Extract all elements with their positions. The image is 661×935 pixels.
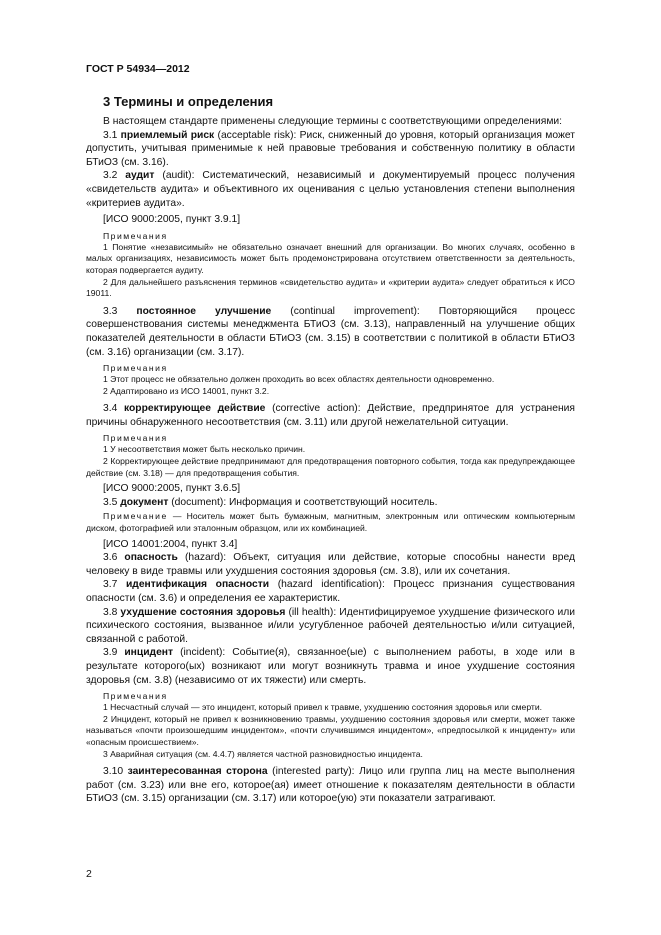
- reference: [ИСО 9000:2005, пункт 3.6.5]: [103, 483, 241, 495]
- content: [86, 94, 575, 806]
- term-3-7: 3.7 идентификация опасности (hazard identification): Процесс признания существования опасности (см. 3.6) и определения ее характеристик.: [86, 579, 576, 604]
- term-3-9: 3.9 инцидент (incident): Событие(я), связанное(ые) с выполнением работы, в ходе или в результате которого(ых) возникают или могут возникнуть травма и иное ухудшение состояния здоровья (см. 3.8) (независимо от их тяжести) или смерть.: [86, 647, 575, 686]
- term-3-4: 3.4 корректирующее действие (corrective action): Действие, предпринятое для устранения причины обнаруженного несоответствия (см. 3.11) или другой нежелательной ситуации.: [86, 403, 575, 428]
- note: 2 Корректирующее действие предпринимают для предотвращения повторного события, тогда как предупреждающее действие (см. 3.18) — для предотвращения события.: [86, 456, 575, 478]
- reference: [ИСО 14001:2004, пункт 3.4]: [103, 538, 238, 550]
- reference: [ИСО 9000:2005, пункт 3.9.1]: [103, 214, 241, 226]
- term-name: заинтересованная сторона: [127, 766, 268, 778]
- note: 1 Этот процесс не обязательно должен проходить во всех областях деятельности одновременно.: [103, 374, 495, 385]
- term-3-5: 3.5 документ (document): Информация и соответствующий носитель.: [103, 496, 438, 508]
- document-header: ГОСТ Р 54934—2012: [86, 63, 190, 75]
- intro-paragraph: В настоящем стандарте применены следующие термины с соответствующими определениями:: [103, 116, 563, 127]
- note: 1 У несоответствия может быть несколько причин.: [103, 444, 306, 455]
- term-name: идентификация опасности: [125, 579, 270, 591]
- term-3-2: 3.2 аудит (audit): Систематический, независимый и документируемый процесс получения «свидетельств аудита» и объективного их оценивания с целью установления степени выполнения «критериев аудита».: [86, 170, 575, 209]
- term-name: постоянное улучшение: [136, 305, 272, 317]
- term-name: корректирующее действие: [124, 403, 266, 415]
- term-3-10: 3.10 заинтересованная сторона (interested party): Лицо или группа лиц на месте выполнения работ (см. 3.23) или вне его, которое(ая) имеет отношение к показателям деятельности в области БТиОЗ (см. 3.15) организации (см. 3.17) или которое(ую) эти показатели затрагивают.: [86, 766, 575, 805]
- term-name: документ: [120, 496, 169, 508]
- notes-title: Примечания: [103, 691, 168, 702]
- section-title: 3 Термины и определения: [103, 94, 274, 109]
- term-3-3: 3.3 постоянное улучшение (continual improvement): Повторяющийся процесс совершенствования системы менеджмента БТиОЗ (см. 3.13), направленный на улучшение общих показателей деятельности в области БТиОЗ (см. 3.15) в соответствии с политикой в области БТиОЗ (см. 3.16) организации (см. 3.17).: [86, 305, 575, 358]
- term-name: инцидент: [124, 647, 174, 659]
- note: 1 Несчастный случай — это инцидент, который привел к травме, ухудшению состояния здоровья или смерти.: [103, 702, 543, 713]
- note: 3 Аварийная ситуация (см. 4.4.7) является частной разновидностью инцидента.: [103, 748, 423, 759]
- term-name: ухудшение состояния здоровья: [120, 606, 286, 618]
- note: 2 Инцидент, который не привел к возникновению травмы, ухудшению состояния здоровья или смерти, может также называться «почти произошедшим инцидентом», «почти случившимся инцидентом», «предпосылкой к инциденту» или «опасным происшествием».: [86, 713, 575, 747]
- term-3-1: 3.1 приемлемый риск (acceptable risk): Риск, сниженный до уровня, который организация может допустить, учитывая применимые к ней правовые требования и собственную политику в области БТиОЗ (см. 3.16).: [86, 129, 575, 168]
- term-3-8: 3.8 ухудшение состояния здоровья (ill health): Идентифицируемое ухудшение физического или психического состояния, вызванное и/или усугубленное рабочей деятельностью и/или ситуацией, связанной с работой.: [86, 606, 575, 645]
- note: 1 Понятие «независимый» не обязательно означает внешний для организации. Во многих случаях, особенно в малых организациях, независимость может быть продемонстрирована отсутствием ответственности за деятельность, которая подвергается аудиту.: [86, 241, 575, 275]
- notes-title: Примечания: [103, 433, 168, 444]
- term-name: опасность: [124, 552, 178, 564]
- term-name: приемлемый риск: [120, 129, 215, 141]
- note: 2 Адаптировано из ИСО 14001, пункт 3.2.: [103, 385, 270, 396]
- term-name: аудит: [125, 170, 155, 182]
- term-3-6: 3.6 опасность (hazard): Объект, ситуация или действие, которые способны нанести вред человеку в виде травмы или ухудшения состояния здоровья (см. 3.8), или их сочетания.: [86, 552, 575, 577]
- page-number: 2: [86, 868, 92, 880]
- notes-title: Примечания: [103, 230, 168, 241]
- note-label: Примечание: [103, 511, 168, 522]
- note: Примечание — Носитель может быть бумажным, магнитным, электронным или оптическим компьютерным диском, фотографией или эталонным образцом, или их комбинацией.: [86, 511, 575, 534]
- note: 2 Для дальнейшего разъяснения терминов «свидетельство аудита» и «критерии аудита» следует обратиться к ИСО 19011.: [86, 276, 575, 299]
- notes-title: Примечания: [103, 363, 168, 374]
